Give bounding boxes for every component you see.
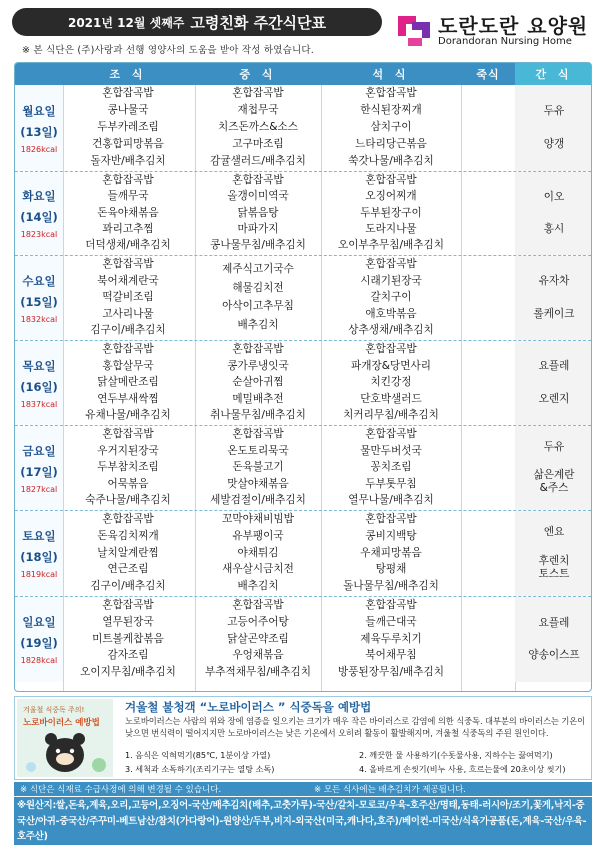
table-row bbox=[15, 510, 591, 596]
menu-item: 애호박볶음 bbox=[365, 307, 417, 320]
menu-item: 콩나물국 bbox=[107, 104, 149, 116]
menu-item: 혼합잡곡밥 bbox=[232, 174, 284, 186]
table-row bbox=[15, 171, 591, 255]
day-cell bbox=[15, 426, 63, 510]
title-main: 고령친화 주간식단표 bbox=[190, 13, 327, 32]
menu-item: 부추적채무침/배추김치 bbox=[205, 666, 311, 678]
info-body: 노로바이러스는 사람의 위와 장에 염증을 일으키는 크기가 매우 작은 바이러스로 감염에 의한 식중독. 대부분의 바이러스는 기온이 낮으면 번식력이 떨어지지만 노로바이러스는 낮은 기온에서 오히려 활동이 활발해지며, 겨울철 식중독의 주된 원인이다. bbox=[125, 716, 586, 739]
notes-bar bbox=[14, 782, 592, 796]
menu-item: 돌자반/배추김치 bbox=[90, 155, 166, 167]
menu-item: 혼합잡곡밥 bbox=[102, 343, 154, 355]
menu-item: 감자조림 bbox=[107, 649, 149, 662]
day-cell bbox=[15, 172, 63, 255]
menu-item: 파개장&당면사리 bbox=[351, 359, 431, 372]
menu-item: 돈육야채볶음 bbox=[97, 206, 159, 219]
menu-item: 열무된장국 bbox=[102, 615, 154, 628]
menu-item: 야채튀김 bbox=[237, 546, 279, 559]
day-date: (16일) bbox=[20, 379, 58, 394]
breakfast-cell bbox=[63, 511, 193, 596]
day-date: (19일) bbox=[20, 636, 58, 650]
menu-item: 돈육김치찌개 bbox=[97, 529, 159, 542]
day-cell bbox=[15, 341, 63, 425]
tip-item: 3. 세척과 소독하기(조리기구는 열탕 소독) bbox=[125, 764, 275, 774]
origin-info: ※원산지:쌀,돈육,계육,오리,고등어,오징어-국산/배추김치(배추,고춧가루)-국산/갈치-모로코/우육-호주산/명태,동태-러시아/조기,꽃게,낙지-중국산/아귀-중국산/주꾸미-베트남산/참치(가다랑어)-원양산/두부,비지-외국산(미국,캐나다,호주)/베이컨-미국산/식육가공품(돈,계육-국산/우육-호주산) bbox=[14, 797, 592, 845]
snack-item: 롤케이크 bbox=[533, 307, 575, 320]
menu-item: 김구이/배추김치 bbox=[90, 324, 166, 336]
day-date: (18일) bbox=[20, 550, 58, 564]
tip-item: 4. 올바르게 손씻기(비누 사용, 흐르는물에 20초이상 씻기) bbox=[359, 764, 566, 774]
snack-item: 요플레 bbox=[538, 616, 570, 629]
menu-item: 우엉채볶음 bbox=[232, 649, 284, 662]
breakfast-cell bbox=[63, 426, 193, 510]
snack-item: 오렌지 bbox=[538, 392, 570, 405]
day-kcal: 1827kcal bbox=[20, 484, 58, 494]
menu-item: 두부카레조림 bbox=[97, 121, 159, 133]
menu-item: 마파가지 bbox=[237, 222, 279, 235]
menu-item: 제주식고기국수 bbox=[222, 263, 294, 276]
poster-caption: 겨울철 식중독 주의! bbox=[23, 706, 85, 714]
menu-item: 도라지나물 bbox=[365, 222, 417, 235]
menu-item: 우거지된장국 bbox=[97, 444, 159, 457]
day-cell bbox=[15, 511, 63, 596]
menu-item: 날치알계란찜 bbox=[97, 546, 159, 559]
day-cell bbox=[15, 256, 63, 340]
snack-item: 삶은계란 &주스 bbox=[533, 469, 575, 494]
menu-item: 방풍된장무침/배추김치 bbox=[338, 666, 444, 678]
menu-item: 치커리무침/배추김치 bbox=[343, 409, 439, 421]
menu-item: 단호박샐러드 bbox=[360, 392, 422, 405]
menu-item: 두부톳무침 bbox=[365, 477, 417, 490]
snack-cell bbox=[515, 511, 592, 596]
menu-item: 혼합잡곡밥 bbox=[232, 87, 284, 99]
breakfast-cell bbox=[63, 85, 193, 171]
menu-item: 맛살야채볶음 bbox=[227, 477, 289, 490]
menu-item: 해물김치전 bbox=[232, 281, 284, 294]
snack-item: 이오 bbox=[543, 191, 565, 203]
menu-item: 꽈리고추찜 bbox=[102, 222, 154, 235]
menu-item: 제육두루치기 bbox=[360, 632, 422, 645]
dinner-cell bbox=[321, 256, 461, 340]
menu-item: 한식된장찌개 bbox=[360, 104, 422, 116]
menu-item: 느타리당근볶음 bbox=[355, 138, 427, 150]
note-change: ※ 식단은 식재료 수급사정에 의해 변경될 수 있습니다. bbox=[20, 785, 222, 795]
menu-item: 새우살시금치전 bbox=[222, 563, 294, 576]
menu-item: 혼합잡곡밥 bbox=[102, 428, 154, 440]
menu-item: 닭볶음탕 bbox=[237, 206, 279, 219]
breakfast-cell bbox=[63, 172, 193, 255]
day-kcal: 1823kcal bbox=[20, 230, 58, 239]
menu-item: 들깨근대국 bbox=[365, 615, 417, 628]
menu-item: 오징어찌개 bbox=[365, 190, 417, 203]
menu-item: 돌나물무침/배추김치 bbox=[343, 580, 439, 592]
header-porridge: 죽식 bbox=[476, 68, 500, 81]
lunch-cell bbox=[195, 597, 321, 682]
snack-cell bbox=[515, 85, 592, 171]
header-dinner: 석 식 bbox=[372, 68, 410, 81]
breakfast-cell bbox=[63, 256, 193, 340]
menu-item: 혼합잡곡밥 bbox=[232, 599, 284, 611]
snack-cell bbox=[515, 256, 592, 340]
menu-item: 닭살메란조림 bbox=[97, 376, 159, 388]
menu-item: 우채피망볶음 bbox=[360, 546, 422, 559]
menu-item: 혼합잡곡밥 bbox=[232, 428, 284, 440]
snack-item: 홍시 bbox=[543, 223, 565, 235]
menu-item: 혼합잡곡밥 bbox=[232, 343, 284, 355]
snack-cell bbox=[515, 426, 592, 510]
menu-item: 떡갈비조림 bbox=[102, 291, 154, 303]
menu-item: 취나물무침/배추김치 bbox=[210, 409, 306, 421]
day-cell bbox=[15, 597, 63, 682]
day-name: 목요일 bbox=[22, 358, 56, 373]
breakfast-cell bbox=[63, 597, 193, 682]
table-row bbox=[15, 85, 591, 171]
menu-item: 혼합잡곡밥 bbox=[365, 428, 417, 440]
menu-item: 혼합잡곡밥 bbox=[365, 258, 417, 270]
table-row bbox=[15, 425, 591, 510]
bear-mascot-icon bbox=[17, 699, 113, 777]
menu-item: 세발검절이/배추김치 bbox=[210, 494, 306, 506]
menu-item: 혼합잡곡밥 bbox=[102, 258, 154, 270]
menu-item: 아삭이고추무침 bbox=[222, 300, 294, 313]
menu-item: 혼합잡곡밥 bbox=[102, 87, 154, 99]
day-kcal: 1837kcal bbox=[20, 399, 58, 409]
page-title bbox=[12, 8, 382, 36]
menu-item: 감귤샐러드/배추김치 bbox=[210, 155, 306, 167]
day-kcal: 1832kcal bbox=[20, 314, 58, 324]
menu-item: 온도토리묵국 bbox=[227, 444, 289, 457]
snack-item: 두유 bbox=[543, 105, 565, 117]
lunch-cell bbox=[195, 172, 321, 255]
dinner-cell bbox=[321, 85, 461, 171]
header-snack: 간 식 bbox=[515, 63, 592, 85]
menu-item: 돈육불고기 bbox=[232, 461, 284, 473]
day-name: 금요일 bbox=[22, 443, 56, 458]
menu-item: 유채나물/배추김치 bbox=[85, 409, 171, 421]
menu-item: 혼합잡곡밥 bbox=[365, 343, 417, 355]
menu-item: 콩비지백탕 bbox=[365, 529, 417, 542]
day-kcal: 1819kcal bbox=[20, 570, 58, 579]
header-lunch: 중 식 bbox=[239, 68, 277, 81]
menu-item: 연근조림 bbox=[107, 563, 149, 576]
tip-item: 2. 깨끗한 물 사용하기(수돗물사용, 지하수는 끓여먹기) bbox=[359, 750, 553, 760]
day-name: 화요일 bbox=[22, 189, 56, 203]
logo-icon bbox=[394, 10, 434, 50]
menu-item: 유부팽이국 bbox=[232, 529, 284, 542]
food-safety-info bbox=[14, 696, 592, 780]
menu-item: 배추김치 bbox=[237, 580, 279, 592]
day-date: (15일) bbox=[20, 294, 58, 309]
menu-item: 닭살곤약조림 bbox=[227, 632, 289, 645]
menu-item: 고등어주어탕 bbox=[227, 615, 289, 628]
menu-item: 북어채무침 bbox=[365, 649, 417, 662]
dinner-cell bbox=[321, 172, 461, 255]
menu-item: 메밀배추전 bbox=[232, 392, 284, 405]
menu-item: 더덕생채/배추김치 bbox=[85, 239, 171, 251]
menu-item: 홍합살무국 bbox=[102, 359, 154, 372]
day-name: 일요일 bbox=[22, 615, 56, 629]
menu-item: 두부된장구이 bbox=[360, 206, 422, 219]
menu-item: 혼합잡곡밥 bbox=[365, 513, 417, 525]
snack-item: 엔요 bbox=[543, 526, 565, 539]
menu-item: 순살아귀찜 bbox=[232, 376, 284, 388]
logo-subtitle: Dorandoran Nursing Home bbox=[438, 36, 572, 47]
snack-item: 두유 bbox=[543, 441, 565, 453]
day-date: (17일) bbox=[20, 464, 58, 479]
breakfast-cell bbox=[63, 341, 193, 425]
snack-item: 양송이스프 bbox=[528, 649, 580, 662]
menu-item: 두부참치조림 bbox=[97, 461, 159, 473]
menu-item: 재첩무국 bbox=[237, 104, 279, 116]
menu-item: 배추김치 bbox=[237, 318, 279, 331]
snack-cell bbox=[515, 172, 592, 255]
menu-item: 북어채계란국 bbox=[97, 274, 159, 287]
lunch-cell bbox=[195, 426, 321, 510]
menu-item: 혼합잡곡밥 bbox=[365, 87, 417, 99]
logo-name: 도란도란 요양원 bbox=[438, 14, 589, 38]
day-name: 토요일 bbox=[22, 529, 56, 543]
title-prefix: 2021년 12월 셋째주 bbox=[67, 15, 185, 30]
menu-item: 들깨무국 bbox=[107, 190, 149, 203]
lunch-cell bbox=[195, 256, 321, 340]
menu-item: 건홍합피망볶음 bbox=[92, 138, 164, 150]
table-row bbox=[15, 255, 591, 340]
snack-item: 유자차 bbox=[538, 275, 570, 288]
menu-item: 갈치구이 bbox=[370, 291, 412, 303]
header-breakfast: 조 식 bbox=[109, 68, 147, 81]
menu-item: 콩가루냉잇국 bbox=[227, 359, 289, 372]
menu-item: 미트볼케찹볶음 bbox=[92, 632, 164, 645]
table-header bbox=[15, 63, 591, 85]
menu-item: 혼합잡곡밥 bbox=[102, 513, 154, 525]
menu-item: 콩나물무침/배추김치 bbox=[210, 239, 306, 251]
header bbox=[0, 0, 600, 58]
menu-item: 꽁치조림 bbox=[370, 461, 412, 473]
menu-item: 고사리나물 bbox=[102, 307, 154, 320]
menu-item: 상추생채/배추김치 bbox=[348, 324, 434, 336]
lunch-cell bbox=[195, 511, 321, 596]
day-kcal: 1828kcal bbox=[20, 656, 58, 665]
menu-item: 혼합잡곡밥 bbox=[102, 174, 154, 186]
norovirus-poster bbox=[17, 699, 113, 777]
table-row bbox=[15, 340, 591, 425]
snack-cell bbox=[515, 597, 592, 682]
info-headline: 겨울철 불청객 “노로바이러스 ” 식중독을 예방법 bbox=[125, 700, 372, 714]
menu-item: 오이부추무침/배추김치 bbox=[338, 239, 444, 251]
menu-item: 혼합잡곡밥 bbox=[102, 599, 154, 611]
menu-item: 치킨강정 bbox=[370, 376, 412, 388]
tip-item: 1. 음식은 익혀먹기(85℃, 1분이상 가열) bbox=[125, 750, 271, 760]
menu-item: 고구마조림 bbox=[232, 138, 284, 150]
day-kcal: 1826kcal bbox=[20, 144, 58, 154]
logo bbox=[394, 8, 594, 54]
day-date: (13일) bbox=[20, 124, 58, 139]
snack-item: 후렌치 토스트 bbox=[538, 554, 570, 580]
menu-item: 오이지무침/배추김치 bbox=[80, 666, 176, 678]
menu-item: 열무나물/배추김치 bbox=[348, 494, 434, 506]
menu-item: 쑥갓나물/배추김치 bbox=[348, 155, 434, 167]
menu-item: 치즈돈까스&소스 bbox=[218, 121, 298, 133]
menu-item: 김구이/배추김치 bbox=[90, 580, 166, 592]
menu-item: 올갱이미역국 bbox=[227, 190, 289, 203]
snack-cell bbox=[515, 341, 592, 425]
day-cell bbox=[15, 85, 63, 171]
menu-item: 혼합잡곡밥 bbox=[365, 599, 417, 611]
dinner-cell bbox=[321, 341, 461, 425]
snack-item: 요플레 bbox=[538, 360, 570, 373]
menu-item: 혼합잡곡밥 bbox=[365, 174, 417, 186]
menu-item: 어묵볶음 bbox=[107, 477, 149, 490]
menu-item: 물만두버섯국 bbox=[360, 444, 422, 457]
weekly-menu-table bbox=[14, 62, 592, 692]
lunch-cell bbox=[195, 341, 321, 425]
day-date: (14일) bbox=[20, 210, 58, 224]
dinner-cell bbox=[321, 426, 461, 510]
menu-item: 시래기된장국 bbox=[360, 274, 422, 287]
dinner-cell bbox=[321, 511, 461, 596]
header-note: ※ 본 식단은 (주)사랑과 선행 영양사의 도움을 받아 작성 하였습니다. bbox=[22, 45, 314, 56]
poster-title: 노로바이러스 예방법 bbox=[23, 718, 100, 728]
menu-item: 연두부새싹찜 bbox=[97, 392, 159, 405]
menu-item: 삼치구이 bbox=[370, 121, 412, 133]
table-row bbox=[15, 596, 591, 682]
day-name: 수요일 bbox=[22, 273, 56, 288]
snack-item: 양갱 bbox=[543, 138, 565, 150]
menu-item: 숙주나물/배추김치 bbox=[85, 494, 171, 506]
dinner-cell bbox=[321, 597, 461, 682]
day-name: 월요일 bbox=[22, 103, 56, 118]
note-kimchi: ※ 모든 식사에는 배추김치가 제공됩니다. bbox=[314, 785, 467, 795]
lunch-cell bbox=[195, 85, 321, 171]
menu-item: 꼬막야채비빔밥 bbox=[222, 513, 294, 525]
menu-item: 탕평채 bbox=[375, 563, 407, 576]
